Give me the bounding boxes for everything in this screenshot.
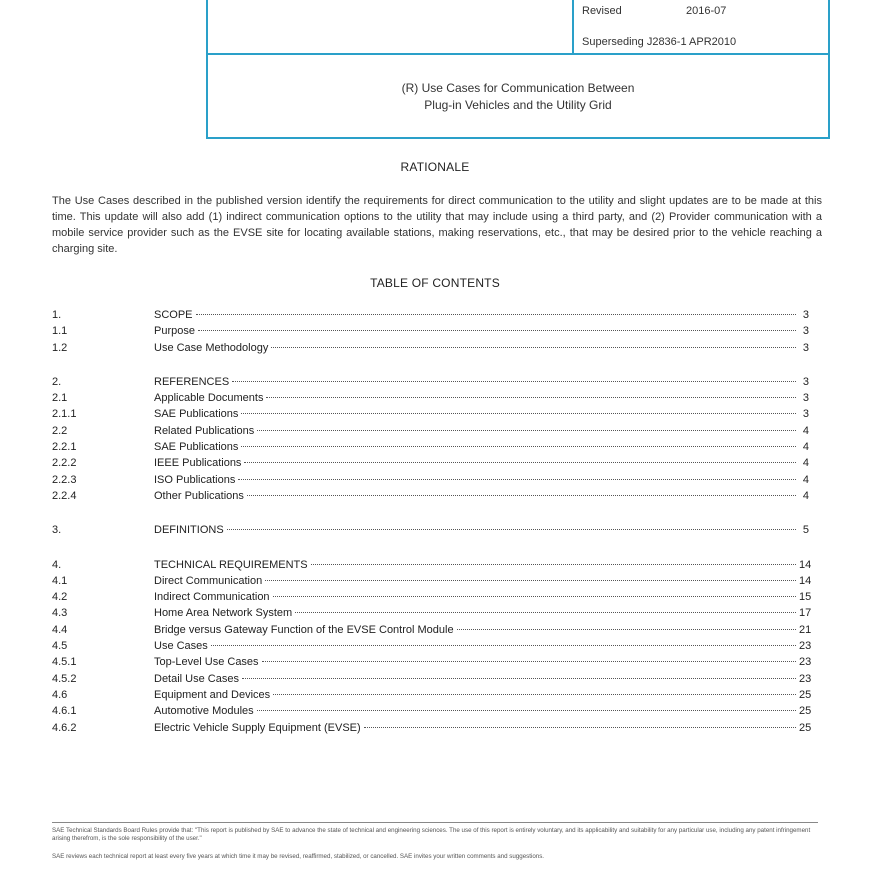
toc-entry-title: SCOPE — [154, 309, 193, 321]
toc-entry-page: 14 — [799, 574, 812, 587]
header-divider-vertical — [572, 0, 574, 54]
toc-entry-number: 4.5 — [52, 640, 68, 653]
revised-label: Revised — [582, 5, 622, 17]
toc-entry-number: 4.2 — [52, 591, 68, 604]
toc-entry-number: 2.2 — [52, 424, 68, 437]
toc-entry-title: Related Publications — [154, 424, 255, 437]
toc-entry[interactable] — [52, 457, 809, 473]
toc-entry-number: 4.6.1 — [52, 705, 77, 718]
toc-entry-page: 4 — [802, 473, 809, 486]
toc-entry-page: 15 — [799, 591, 812, 604]
toc-dot-leader — [244, 462, 796, 463]
toc-entry-number: 4.1 — [52, 574, 68, 587]
toc-entry[interactable] — [52, 490, 809, 506]
toc-entry-page: 3 — [802, 375, 809, 388]
toc-entry-page: 4 — [802, 424, 809, 437]
toc-dot-leader — [238, 479, 796, 480]
footer-divider — [52, 822, 818, 823]
toc-entry[interactable] — [52, 425, 809, 441]
toc-entry-title: Use Cases — [154, 640, 208, 653]
toc-entry[interactable] — [52, 591, 812, 607]
toc-dot-leader — [232, 381, 796, 382]
toc-dot-leader — [242, 678, 796, 679]
toc-entry-page: 21 — [799, 623, 812, 636]
toc-entry-page: 14 — [799, 558, 812, 571]
footer-notice-1: SAE Technical Standards Board Rules provide that: "This report is published by SAE to advance the state of technical and engineering sciences. The use of this report is entirely voluntary, and its applicability and suitability for any particular use, including any patent infringement arising therefrom, is the sole responsibility of the user." — [52, 827, 811, 842]
toc-entry-page: 4 — [802, 489, 809, 502]
rationale-heading: RATIONALE — [400, 160, 470, 174]
toc-entry-number: 3. — [52, 524, 62, 537]
toc-entry-title: ISO Publications — [154, 473, 236, 486]
toc-entry-page: 25 — [799, 705, 812, 718]
toc-entry-page: 17 — [799, 607, 812, 620]
toc-entry-title: Bridge versus Gateway Function of the EVSE Control Module — [154, 623, 454, 636]
toc-entry-number: 1.1 — [52, 325, 68, 338]
toc-dot-leader — [257, 430, 796, 431]
document-header-box — [206, 0, 830, 139]
toc-entry-title: TECHNICAL REQUIREMENTS — [154, 558, 308, 571]
toc-dot-leader — [364, 727, 796, 728]
toc-dot-leader — [211, 645, 796, 646]
footer-notice-2: SAE reviews each technical report at least every five years at which time it may be revised, reaffirmed, stabilized, or cancelled. SAE invites your written comments and suggestions. — [52, 853, 545, 860]
toc-entry-page: 23 — [799, 640, 812, 653]
toc-entry[interactable] — [52, 376, 809, 392]
toc-entry[interactable] — [52, 721, 812, 738]
toc-dot-leader — [266, 397, 796, 398]
toc-entry-page: 3 — [802, 309, 809, 321]
toc-entry[interactable] — [52, 524, 809, 540]
toc-entry-number: 2. — [52, 375, 62, 388]
toc-dot-leader — [311, 564, 796, 565]
document-title — [208, 80, 828, 114]
toc-entry[interactable] — [52, 705, 812, 721]
toc-dot-leader — [196, 314, 796, 315]
toc-entry-page: 3 — [802, 325, 809, 338]
toc-entry-page: 25 — [799, 688, 812, 701]
toc-entry-title: DEFINITIONS — [154, 524, 224, 537]
toc-entry-page: 3 — [802, 392, 809, 405]
toc-entry[interactable] — [52, 688, 812, 705]
toc-heading: TABLE OF CONTENTS — [370, 276, 500, 290]
toc-entry-number: 1.2 — [52, 341, 68, 354]
toc-entry[interactable] — [52, 392, 809, 408]
title-line-1: (R) Use Cases for Communication Between — [401, 81, 635, 95]
toc-entry-title: Other Publications — [154, 489, 244, 502]
toc-entry-number: 2.2.3 — [52, 473, 77, 486]
toc-dot-leader — [295, 612, 796, 613]
toc-dot-leader — [227, 529, 796, 530]
toc-entry-title: Use Case Methodology — [154, 341, 269, 354]
toc-dot-leader — [265, 580, 796, 581]
toc-entry-page: 25 — [799, 721, 812, 734]
toc-dot-leader — [241, 446, 796, 447]
toc-dot-leader — [457, 629, 796, 630]
toc-entry-page: 4 — [802, 441, 809, 454]
title-line-2: Plug-in Vehicles and the Utility Grid — [424, 98, 612, 112]
toc-entry[interactable] — [52, 474, 809, 490]
toc-entry[interactable] — [52, 342, 809, 358]
toc-entry-page: 5 — [802, 524, 809, 537]
toc-entry-number: 2.2.2 — [52, 457, 77, 470]
toc-entry-title: Electric Vehicle Supply Equipment (EVSE) — [154, 721, 361, 734]
toc-entry-title: Detail Use Cases — [154, 672, 239, 685]
toc-dot-leader — [257, 710, 796, 711]
toc-dot-leader — [273, 694, 796, 695]
revised-date: 2016-07 — [686, 5, 727, 17]
toc-entry-page: 4 — [802, 457, 809, 470]
toc-entry-number: 2.2.4 — [52, 489, 77, 502]
toc-entry[interactable] — [52, 408, 809, 424]
toc-entry[interactable] — [52, 309, 809, 325]
toc-dot-leader — [198, 330, 796, 331]
toc-entry-number: 1. — [52, 309, 62, 321]
toc-entry[interactable] — [52, 640, 812, 656]
toc-entry[interactable] — [52, 672, 812, 689]
toc-dot-leader — [241, 413, 796, 414]
table-of-contents — [52, 309, 812, 738]
toc-entry-number: 2.1.1 — [52, 408, 77, 421]
toc-entry-title: Equipment and Devices — [154, 688, 271, 701]
rationale-paragraph: The Use Cases described in the published version identify the requirements for direct communication to the utility and slight updates are to be made at this time. This update will also add (1) indirect communication options to the utility that may include using a third party, and (2) Provider communication with a mobile service provider such as the EVSE site for locating available stations, making reservations, etc., that may be desired prior to the vehicle reaching a charging site. — [52, 195, 822, 255]
toc-entry-number: 4.5.1 — [52, 656, 77, 669]
toc-entry-number: 4.6 — [52, 688, 68, 701]
toc-entry[interactable] — [52, 574, 812, 591]
header-divider-horizontal — [208, 53, 828, 55]
toc-entry-title: SAE Publications — [154, 441, 239, 454]
toc-entry-title: IEEE Publications — [154, 457, 242, 470]
toc-dot-leader — [262, 661, 796, 662]
toc-entry-page: 3 — [802, 408, 809, 421]
toc-entry-page: 23 — [799, 672, 812, 685]
toc-entry-title: REFERENCES — [154, 375, 230, 388]
toc-entry-number: 4.4 — [52, 623, 68, 636]
toc-entry-page: 23 — [799, 656, 812, 669]
toc-entry[interactable] — [52, 558, 812, 575]
toc-entry-number: 4.6.2 — [52, 721, 77, 734]
toc-dot-leader — [273, 596, 796, 597]
toc-entry[interactable] — [52, 607, 812, 623]
toc-entry[interactable] — [52, 441, 809, 457]
toc-entry-title: Top-Level Use Cases — [154, 656, 259, 669]
toc-entry-title: Applicable Documents — [154, 392, 264, 405]
toc-dot-leader — [247, 495, 796, 496]
toc-dot-leader — [271, 347, 796, 348]
toc-entry[interactable] — [52, 325, 809, 341]
toc-entry-title: Purpose — [154, 325, 195, 338]
toc-entry[interactable] — [52, 656, 812, 672]
toc-entry-number: 4.5.2 — [52, 672, 77, 685]
toc-entry-number: 2.2.1 — [52, 441, 77, 454]
toc-entry[interactable] — [52, 623, 812, 640]
toc-entry-title: Automotive Modules — [154, 705, 254, 718]
superseding-text: Superseding J2836-1 APR2010 — [582, 36, 737, 48]
toc-entry-number: 2.1 — [52, 392, 68, 405]
toc-entry-number: 4. — [52, 558, 62, 571]
toc-entry-page: 3 — [802, 341, 809, 354]
toc-entry-title: Home Area Network System — [154, 607, 293, 620]
toc-entry-title: SAE Publications — [154, 408, 239, 421]
toc-entry-title: Direct Communication — [154, 574, 263, 587]
toc-entry-title: Indirect Communication — [154, 591, 270, 604]
toc-entry-number: 4.3 — [52, 607, 68, 620]
